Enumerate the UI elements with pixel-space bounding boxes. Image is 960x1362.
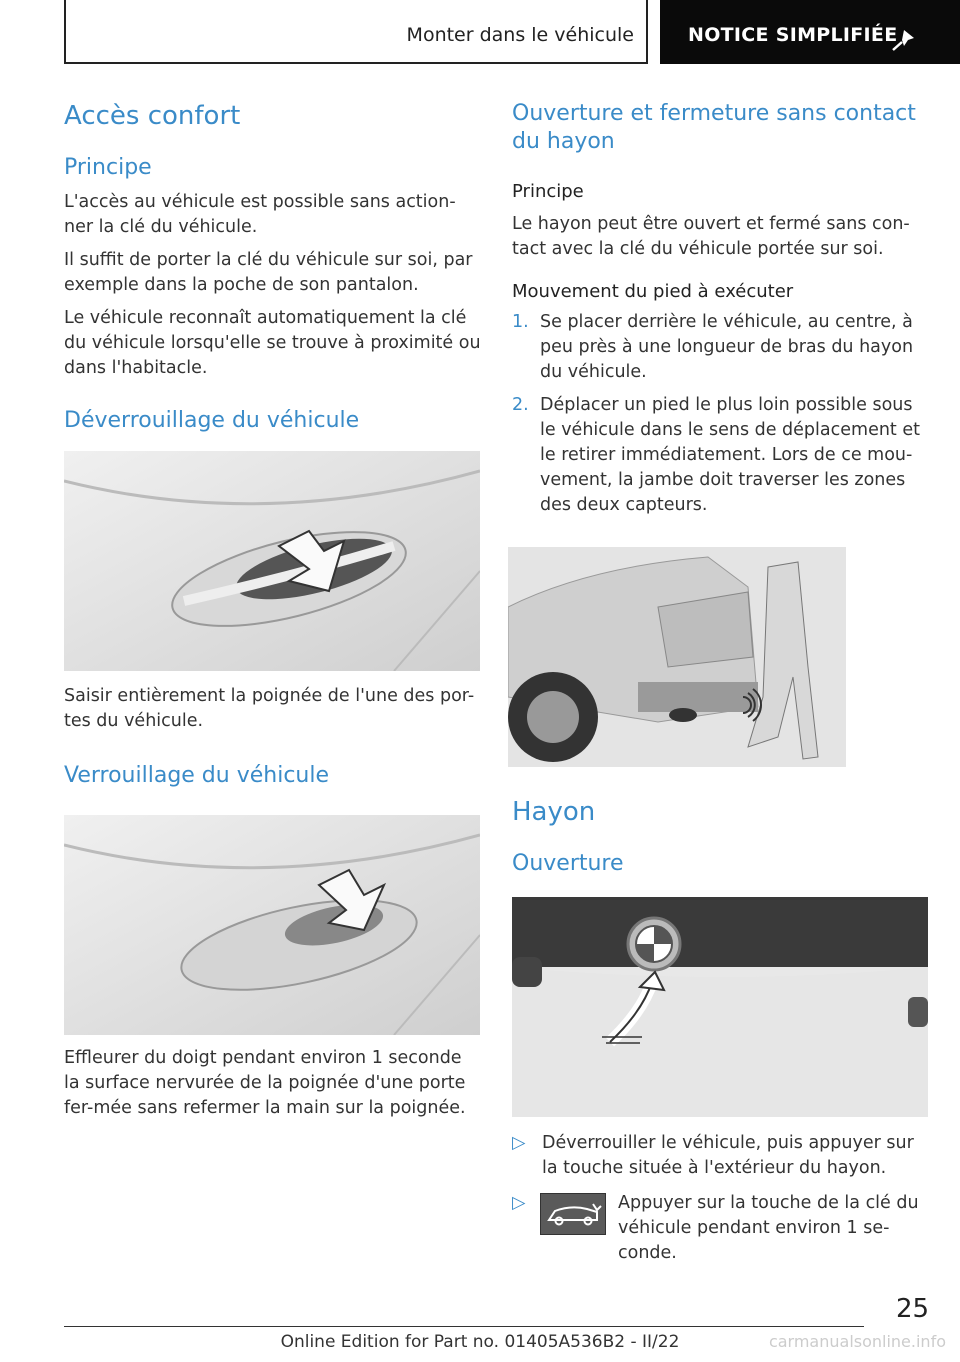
header-badge-label: NOTICE SIMPLIFIÉE	[688, 24, 898, 46]
heading-deverrouillage: Déverrouillage du véhicule	[64, 408, 360, 433]
right-column-3	[512, 1131, 922, 1266]
page-number: 25	[896, 1294, 930, 1324]
title-hayon-sans-contact: Ouverture et fermeture sans contact du hayon	[512, 101, 916, 154]
list-item	[512, 1191, 922, 1266]
header-section-label: Monter dans le véhicule	[406, 24, 634, 46]
bullet-text: Déverrouiller le véhicule, puis appuyer sur la touche située à l'extérieur du hayon.	[542, 1133, 914, 1178]
heading-principe: Principe	[64, 155, 152, 180]
step-number: 1.	[512, 312, 529, 332]
right-column-2	[512, 796, 922, 878]
key-tailgate-icon	[540, 1193, 606, 1235]
unlock-caption: Saisir entièrement la poignée de l'une des por-tes du véhicule.	[64, 686, 475, 731]
heading-mouvement-pied: Mouvement du pied à exécuter	[512, 281, 794, 302]
left-column-3	[64, 1046, 482, 1121]
header-badge	[660, 0, 960, 64]
heading-ouverture: Ouverture	[512, 851, 624, 876]
bullet-arrow: ▷	[512, 1193, 526, 1213]
lock-caption: Effleurer du doigt pendant environ 1 seconde la surface nervurée de la poignée d'une porte fer-mée sans refermer la main sur la poignée.	[64, 1048, 466, 1118]
right-column	[512, 100, 922, 518]
header-section-tab	[64, 0, 648, 64]
paragraph: Il suffit de porter la clé du véhicule sur soi, par exemple dans la poche de son pantalon.	[64, 250, 473, 295]
left-column-2	[64, 684, 482, 790]
list-item	[512, 393, 922, 518]
bullet-text: Appuyer sur la touche de la clé du véhicule pendant environ 1 se-conde.	[618, 1193, 919, 1263]
watermark: carmanualsonline.info	[768, 1332, 946, 1351]
left-column	[64, 100, 482, 435]
unlock-handle-figure	[64, 451, 480, 671]
title-acces-confort: Accès confort	[64, 101, 241, 131]
footer	[0, 1332, 960, 1352]
heading-principe-hayon: Principe	[512, 181, 584, 202]
step-number: 2.	[512, 395, 529, 415]
list-item	[512, 310, 922, 385]
heading-verrouillage: Verrouillage du véhicule	[64, 763, 330, 788]
step-text: Déplacer un pied le plus loin possible sous le véhicule dans le sens de déplacement et le retirer immédiatement. Lors de ce mou-vement, la jambe doit traverser les zones des deux capteurs.	[540, 395, 920, 515]
bullet-arrow: ▷	[512, 1133, 526, 1153]
title-hayon: Hayon	[512, 797, 596, 827]
step-text: Se placer derrière le véhicule, au centre, à peu près à une longueur de bras du hayon du véhicule.	[540, 312, 914, 382]
principle-text: Le hayon peut être ouvert et fermé sans con-tact avec la clé du véhicule portée sur soi.	[512, 214, 910, 259]
tailgate-button-figure	[512, 897, 928, 1117]
footer-edition: Online Edition for Part no. 01405A536B2 - II/22	[280, 1332, 680, 1352]
pin-icon	[890, 28, 916, 52]
foot-movement-figure	[508, 547, 846, 767]
footer-divider	[64, 1326, 864, 1327]
paragraph: Le véhicule reconnaît automatiquement la clé du véhicule lorsqu'elle se trouve à proximité ou dans l'habitacle.	[64, 308, 481, 378]
lock-handle-figure	[64, 815, 480, 1035]
paragraph: L'accès au véhicule est possible sans action-ner la clé du véhicule.	[64, 192, 456, 237]
list-item	[512, 1131, 922, 1181]
steps-list	[512, 310, 922, 518]
